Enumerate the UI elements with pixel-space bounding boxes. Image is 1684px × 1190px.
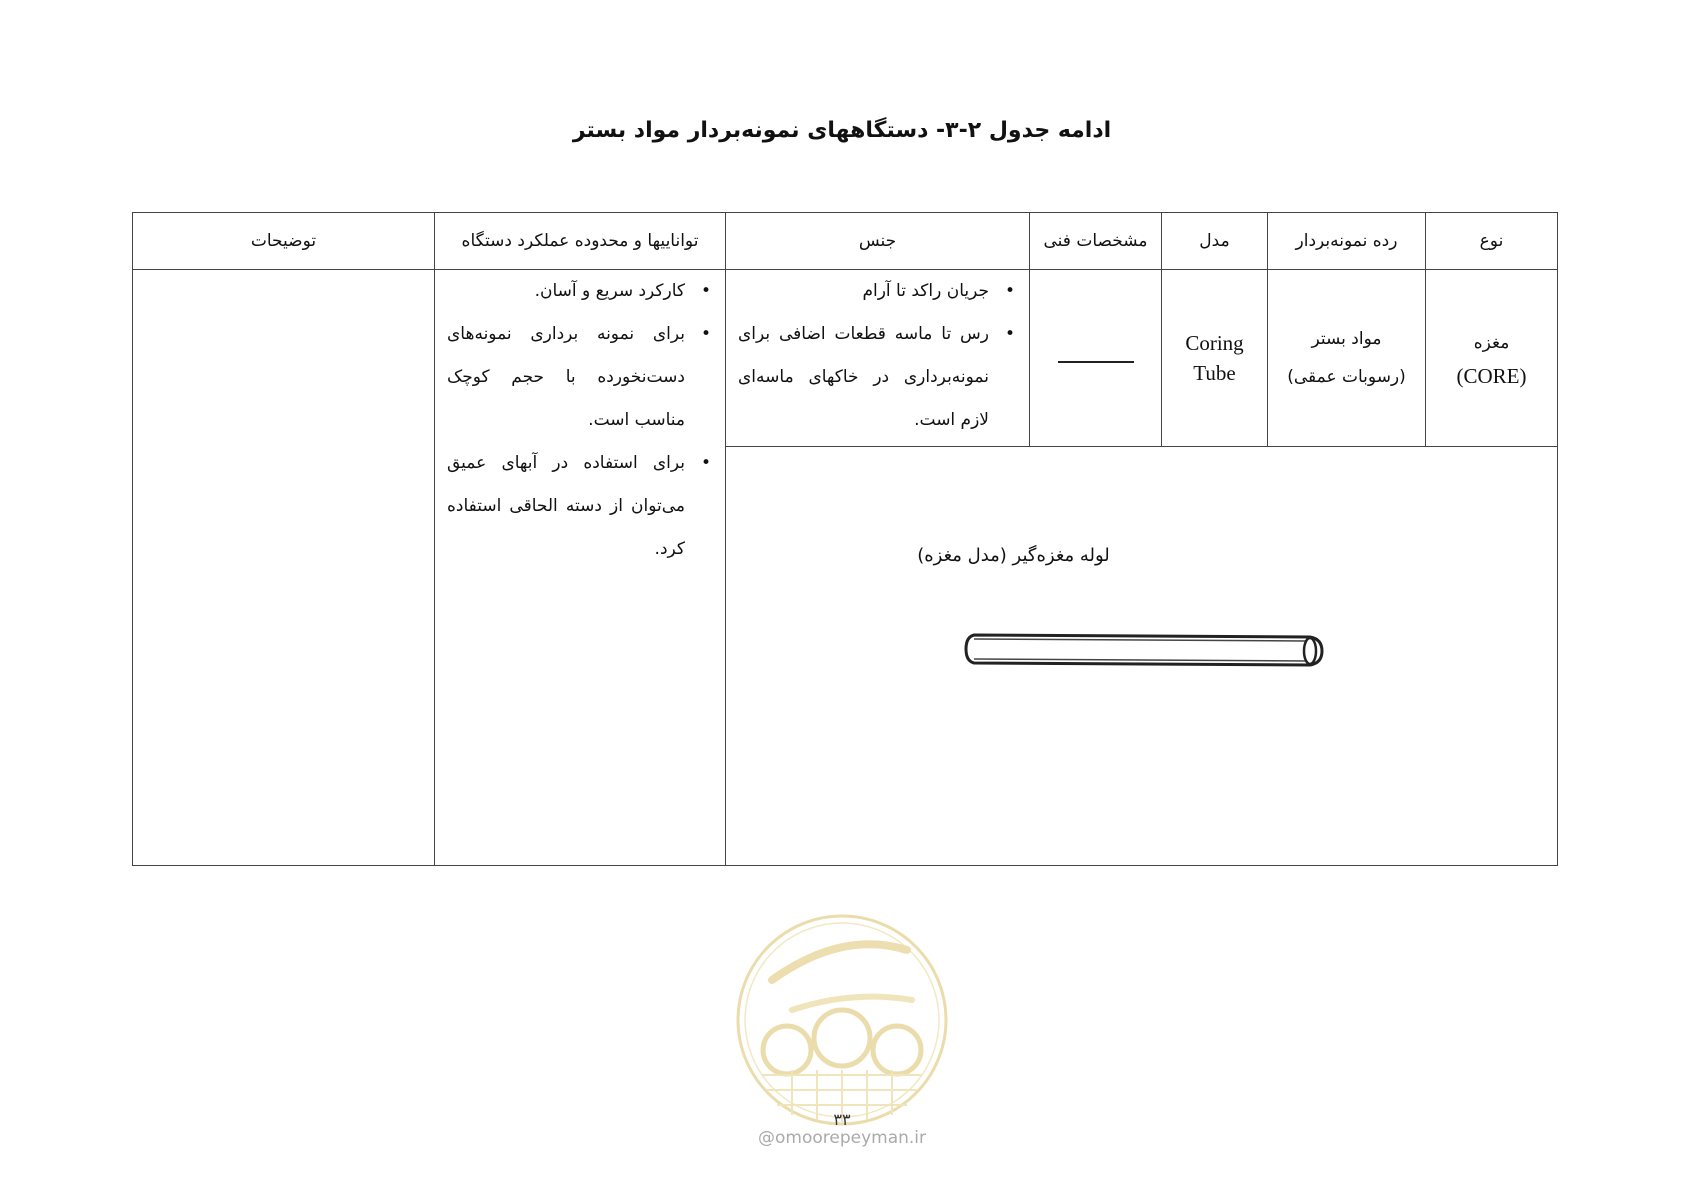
coring-tube-drawing — [960, 627, 1332, 675]
category-detail: (رسوبات عمقی) — [1287, 367, 1406, 387]
type-code: (CORE) — [1456, 364, 1527, 388]
cell-category — [1268, 270, 1426, 447]
cell-notes — [133, 270, 435, 866]
header-model: مدل — [1162, 213, 1268, 270]
list-item: • برای استفاده در آبهای عمیق می‌توان از دسته الحاقی استفاده کرد. — [447, 442, 715, 571]
category-name: مواد بستر — [1311, 329, 1382, 349]
cell-material — [726, 270, 1030, 447]
figure-caption: لوله مغزه‌گیر (مدل مغزه) — [917, 545, 1110, 566]
type-name: مغزه — [1473, 333, 1510, 353]
cell-type — [1426, 270, 1558, 447]
model-line2: Tube — [1193, 361, 1236, 385]
website-watermark: @omoorepeyman.ir — [757, 1128, 927, 1148]
header-category: رده نمونه‌بردار — [1268, 213, 1426, 270]
model-line1: Coring — [1185, 331, 1244, 355]
header-notes: توضیحات — [133, 213, 435, 270]
page-title: ادامه جدول ۲-۳- دستگاههای نمونه‌بردار مواد بستر — [572, 118, 1112, 143]
material-list — [726, 270, 1029, 442]
header-capabilities: تواناییها و محدوده عملکرد دستگاه — [435, 213, 726, 270]
list-item: • جریان راکد تا آرام — [738, 270, 1019, 313]
sampler-table — [132, 212, 1558, 866]
capabilities-list — [435, 270, 725, 571]
header-row — [133, 213, 1558, 270]
page-number: ۳۳ — [833, 1110, 851, 1129]
cell-capabilities — [435, 270, 726, 866]
list-item: • برای نمونه برداری نمونه‌های دست‌نخورده با حجم کوچک مناسب است. — [447, 313, 715, 442]
figure — [726, 447, 1557, 865]
cell-model — [1162, 270, 1268, 447]
empty-dash — [1058, 361, 1134, 363]
omoorepeyman-logo — [732, 910, 952, 1130]
header-specs: مشخصات فنی — [1030, 213, 1162, 270]
cell-figure — [726, 447, 1558, 866]
list-item: • رس تا ماسه قطعات اضافی برای نمونه‌برداری در خاکهای ماسه‌ای لازم است. — [738, 313, 1019, 442]
table-row — [133, 270, 1558, 447]
cell-specs — [1030, 270, 1162, 447]
header-material: جنس — [726, 213, 1030, 270]
list-item: • کارکرد سریع و آسان. — [447, 270, 715, 313]
header-type: نوع — [1426, 213, 1558, 270]
